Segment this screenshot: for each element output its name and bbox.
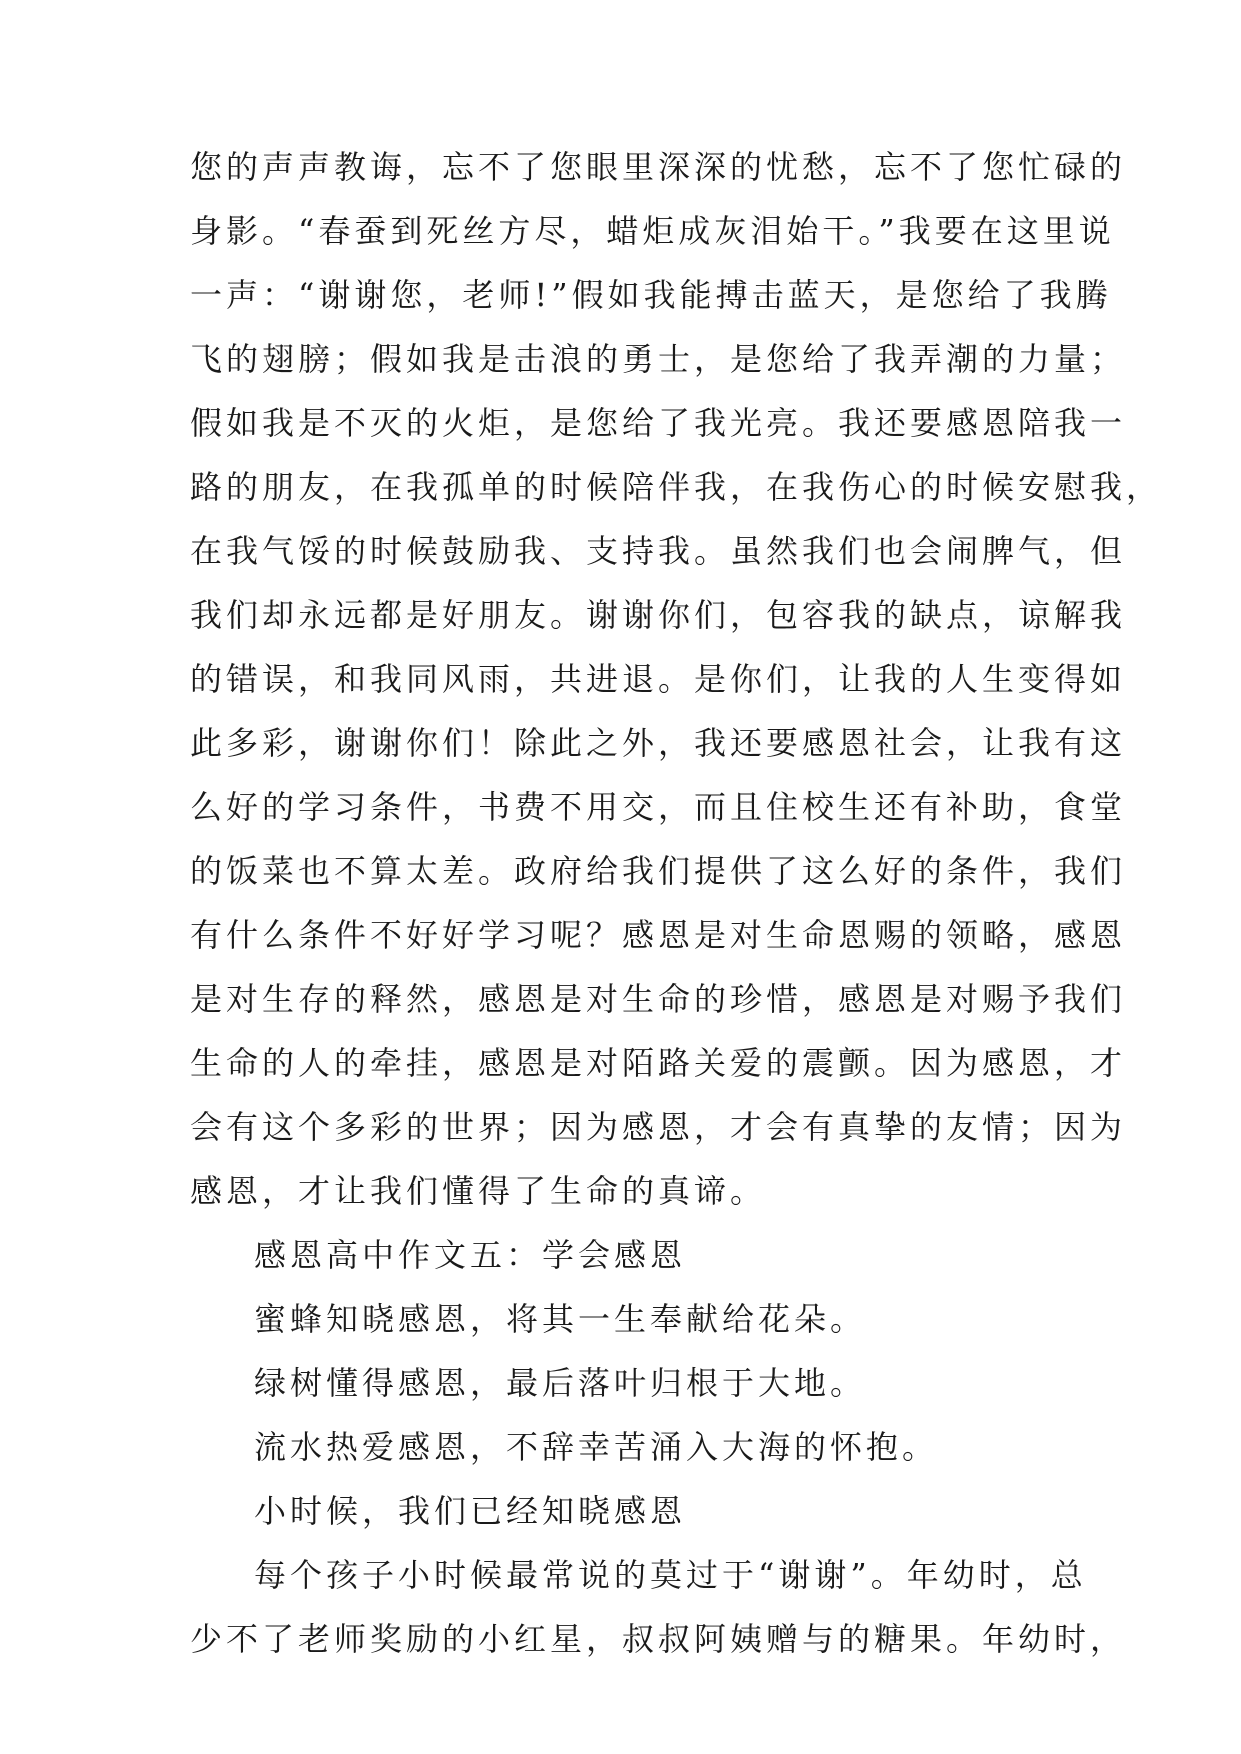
body-text-line: 么好的学习条件，书费不用交，而且住校生还有补助，食堂 [190, 788, 1127, 826]
body-text-line: 路的朋友，在我孤单的时候陪伴我，在我伤心的时候安慰我， [190, 468, 1163, 506]
body-text-line: 的错误，和我同风雨，共进退。是你们，让我的人生变得如 [190, 660, 1127, 698]
body-text-line: 会有这个多彩的世界；因为感恩，才会有真挚的友情；因为 [190, 1108, 1127, 1146]
body-text-line: 少不了老师奖励的小红星，叔叔阿姨赠与的糖果。年幼时， [190, 1620, 1127, 1658]
body-text-line: 飞的翅膀；假如我是击浪的勇士，是您给了我弄潮的力量； [190, 340, 1127, 378]
body-text-line: 蜜蜂知晓感恩，将其一生奉献给花朵。 [254, 1300, 867, 1338]
body-text-line: 小时候，我们已经知晓感恩 [254, 1492, 687, 1530]
body-text-line: 假如我是不灭的火炬，是您给了我光亮。我还要感恩陪我一 [190, 404, 1127, 442]
body-text-line: 在我气馁的时候鼓励我、支持我。虽然我们也会闹脾气，但 [190, 532, 1127, 570]
body-text-line: 流水热爱感恩，不辞幸苦涌入大海的怀抱。 [254, 1428, 939, 1466]
body-text-line: 有什么条件不好好学习呢？感恩是对生命恩赐的领略，感恩 [190, 916, 1127, 954]
body-text-line: 此多彩，谢谢你们！除此之外，我还要感恩社会，让我有这 [190, 724, 1127, 762]
body-text-line: 感恩，才让我们懂得了生命的真谛。 [190, 1172, 767, 1210]
body-text-line: 的饭菜也不算太差。政府给我们提供了这么好的条件，我们 [190, 852, 1127, 890]
body-text-line: 生命的人的牵挂，感恩是对陌路关爱的震颤。因为感恩，才 [190, 1044, 1127, 1082]
body-text-line: 身影。“春蚕到死丝方尽，蜡炬成灰泪始干。”我要在这里说 [190, 212, 1115, 250]
section-heading: 感恩高中作文五：学会感恩 [254, 1236, 687, 1274]
body-text-line: 我们却永远都是好朋友。谢谢你们，包容我的缺点，谅解我 [190, 596, 1127, 634]
body-text-line: 是对生存的释然，感恩是对生命的珍惜，感恩是对赐予我们 [190, 980, 1127, 1018]
body-text-line: 您的声声教诲，忘不了您眼里深深的忧愁，忘不了您忙碌的 [190, 148, 1127, 186]
body-text-line: 绿树懂得感恩，最后落叶归根于大地。 [254, 1364, 867, 1402]
body-text-line: 每个孩子小时候最常说的莫过于“谢谢”。年幼时，总 [254, 1556, 1087, 1594]
body-text-line: 一声：“谢谢您，老师!”假如我能搏击蓝天，是您给了我腾 [190, 276, 1112, 314]
